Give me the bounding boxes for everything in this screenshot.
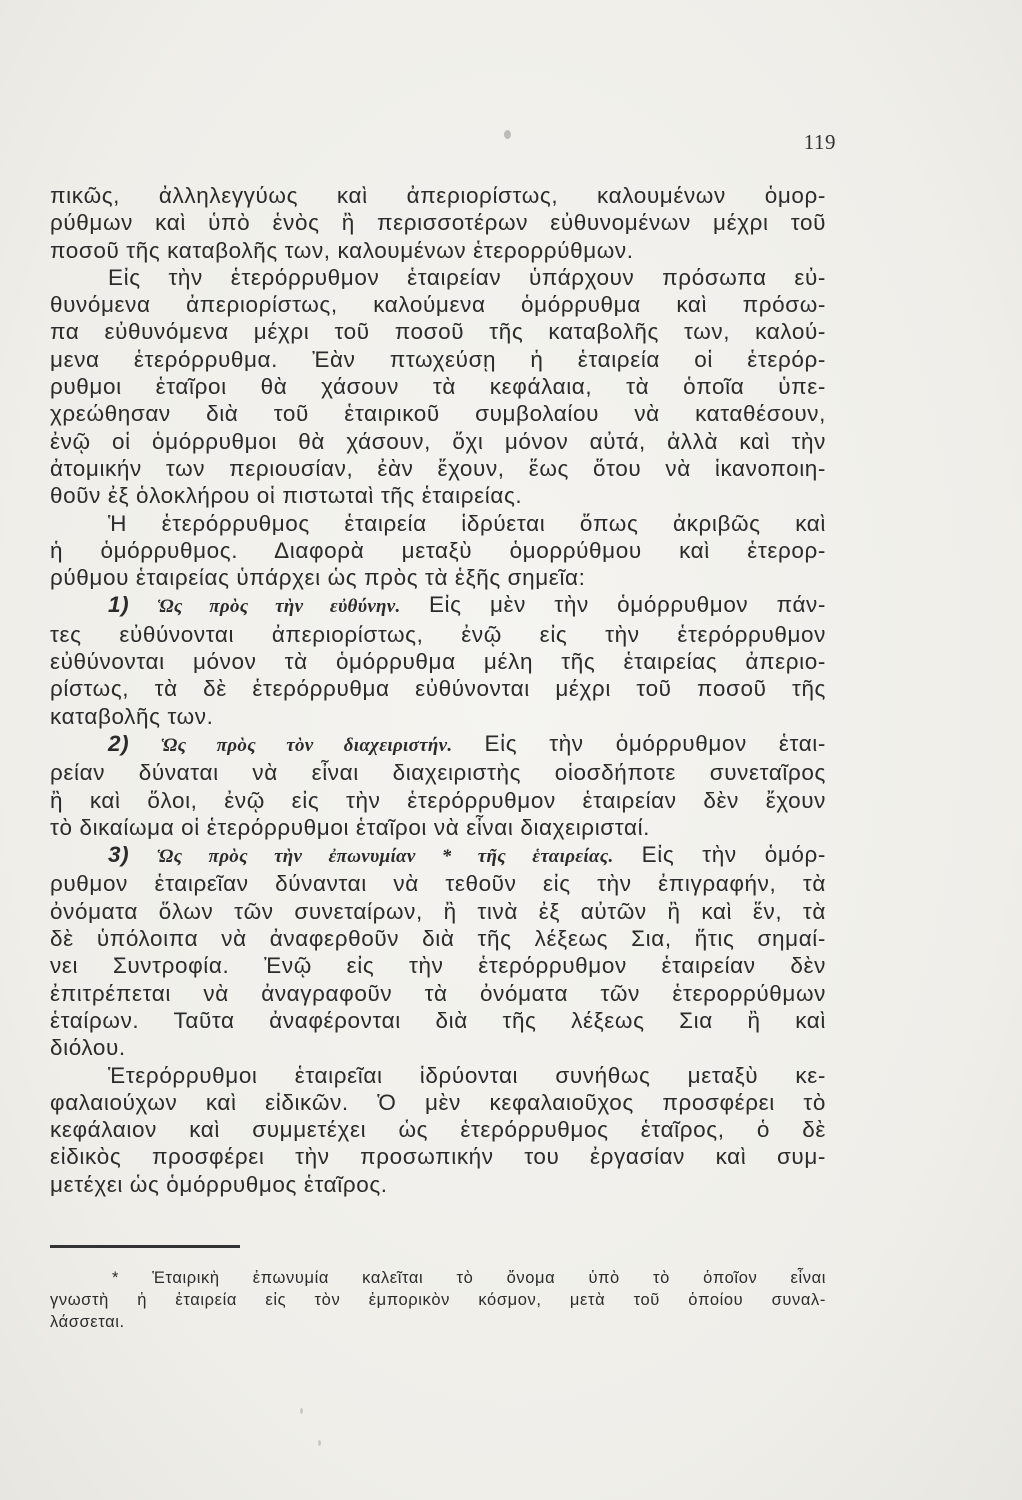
section-heading: Ὡς πρὸς τὴν εὐθύνην. xyxy=(157,596,401,618)
text-line xyxy=(50,455,826,482)
text-line xyxy=(50,482,826,509)
line-text: νει Συντροφία. Ἐνῷ εἰς τὴν ἑτερόρρυθμον ἑταιρείαν δὲν xyxy=(50,953,826,979)
text-line xyxy=(50,591,826,620)
section-number: 3) xyxy=(108,842,130,868)
line-text: ρυθμον ἑταιρεῖαν δύνανται νὰ τεθοῦν εἰς τὴν ἐπιγραφήν, τὰ xyxy=(50,871,826,897)
text-line xyxy=(50,209,826,236)
line-text: εὐθύνονται μόνον τὰ ὁμόρρυθμα μέλη τῆς ἑταιρείας ἀπεριο- xyxy=(50,649,826,675)
line-text: Ἡ ἑτερόρρυθμος ἑταιρεία ἱδρύεται ὅπως ἀκριβῶς καὶ xyxy=(108,510,826,536)
line-text: λάσσεται. xyxy=(50,1313,125,1331)
line-text: μετέχει ὡς ὁμόρρυθμος ἑταῖρος. xyxy=(50,1171,388,1197)
text-line xyxy=(50,870,826,897)
text-line xyxy=(50,564,826,591)
line-text: ἐπιτρέπεται νὰ ἀναγραφοῦν τὰ ὀνόματα τῶν ἑτερορρύθμων xyxy=(50,980,826,1006)
text-line xyxy=(50,980,826,1007)
line-text: ὀνόματα ὅλων τῶν συνεταίρων, ἢ τινὰ ἐξ αὐτῶν ἢ καὶ ἕν, τὰ xyxy=(50,898,826,924)
text-line xyxy=(50,428,826,455)
text-line xyxy=(50,1143,826,1170)
section-heading: Ὡς πρὸς τὸν διαχειριστήν. xyxy=(161,734,453,756)
text-line xyxy=(50,621,826,648)
line-text: τὸ δικαίωμα οἱ ἑτερόρρυθμοι ἑταῖροι νὰ εἶναι διαχειρισταί. xyxy=(50,814,651,840)
footnote-line xyxy=(50,1267,826,1289)
text-line xyxy=(50,675,826,702)
text-line xyxy=(50,898,826,925)
line-text: ἡ ὁμόρρυθμος. Διαφορὰ μεταξὺ ὁμορρύθμου καὶ ἑτερορ- xyxy=(50,537,826,563)
section-number: 2) xyxy=(108,730,130,756)
text-line xyxy=(50,510,826,537)
text-line xyxy=(50,346,826,373)
line-text: γνωστὴ ἡ ἑταιρεία εἰς τὸν ἐμπορικὸν κόσμον, μετὰ τοῦ ὁποίου συναλ- xyxy=(50,1291,826,1309)
line-text: ρείαν δύναται νὰ εἶναι διαχειριστὴς οἱοσδήποτε συνεταῖρος xyxy=(50,760,826,786)
line-text: Εἰς τὴν ὁμόρ- xyxy=(641,842,827,868)
text-line xyxy=(50,648,826,675)
line-text: * Ἑταιρικὴ ἐπωνυμία καλεῖται τὸ ὄνομα ὑπὸ τὸ ὁποῖον εἶναι xyxy=(112,1269,826,1287)
text-line xyxy=(50,703,826,730)
line-text: τες εὐθύνονται ἀπεριορίστως, ἐνῷ εἰς τὴν ἑτερόρρυθμον xyxy=(50,621,826,647)
line-text: διόλου. xyxy=(50,1035,126,1061)
text-line xyxy=(50,1062,826,1089)
line-text: Εἰς τὴν ὁμόρρυθμον ἑται- xyxy=(484,730,827,756)
ink-dot xyxy=(504,130,511,139)
text-line xyxy=(50,291,826,318)
paper-speck xyxy=(318,1440,321,1446)
line-text: ποσοῦ τῆς καταβολῆς των, καλουμένων ἑτερορρύθμων. xyxy=(50,237,634,263)
text-line xyxy=(50,182,826,209)
line-text: φαλαιούχων καὶ εἰδικῶν. Ὁ μὲν κεφαλαιοῦχος προσφέρει τὸ xyxy=(50,1089,826,1115)
text-line xyxy=(50,787,826,814)
line-text: ρύθμων καὶ ὑπὸ ἑνὸς ἢ περισσοτέρων εὐθυνομένων μέχρι τοῦ xyxy=(50,210,826,236)
line-text: μενα ἑτερόρρυθμα. Ἐὰν πτωχεύσῃ ἡ ἑταιρεία οἱ ἑτερόρ- xyxy=(50,346,826,372)
text-line xyxy=(50,1034,826,1061)
text-line xyxy=(50,400,826,427)
text-line xyxy=(50,373,826,400)
text-line xyxy=(50,1116,826,1143)
text-line xyxy=(50,1007,826,1034)
line-text: Ἑτερόρρυθμοι ἑταιρεῖαι ἱδρύονται συνήθως μεταξὺ κε- xyxy=(108,1062,826,1088)
text-line xyxy=(50,1171,826,1198)
footnote-line xyxy=(50,1311,826,1333)
text-line xyxy=(50,730,826,759)
section-number: 1) xyxy=(108,592,130,618)
line-text: πα εὐθυνόμενα μέχρι τοῦ ποσοῦ τῆς καταβολῆς των, καλού- xyxy=(50,319,826,345)
page-number: 119 xyxy=(803,130,836,154)
footnote-line xyxy=(50,1289,826,1311)
line-text: καταβολῆς των. xyxy=(50,703,214,729)
text-line xyxy=(50,1089,826,1116)
text-line xyxy=(50,264,826,291)
body-text xyxy=(50,182,826,1198)
line-text: ἀτομικήν των περιουσίαν, ἐὰν ἔχουν, ἕως ὅτου νὰ ἱκανοποιη- xyxy=(50,455,826,481)
line-text: ρίστως, τὰ δὲ ἑτερόρρυθμα εὐθύνονται μέχρι τοῦ ποσοῦ τῆς xyxy=(50,676,826,702)
text-line xyxy=(50,237,826,264)
line-text: Εἰς τὴν ἑτερόρρυθμον ἑταιρείαν ὑπάρχουν πρόσωπα εὐ- xyxy=(108,264,826,290)
line-text: Εἰς μὲν τὴν ὁμόρρυθμον πάν- xyxy=(428,592,826,618)
section-heading: Ὡς πρὸς τὴν ἐπωνυμίαν * τῆς ἑταιρείας. xyxy=(157,846,614,868)
text-line xyxy=(50,814,826,841)
text-line xyxy=(50,925,826,952)
line-text: θυνόμενα ἀπεριορίστως, καλούμενα ὁμόρρυθμα καὶ πρόσω- xyxy=(50,292,826,318)
line-text: πικῶς, ἀλληλεγγύως καὶ ἀπεριορίστως, καλουμένων ὁμορ- xyxy=(50,183,826,208)
paper-speck xyxy=(300,1408,303,1414)
text-line xyxy=(50,759,826,786)
line-text: εἰδικὸς προσφέρει τὴν προσωπικήν του ἐργασίαν καὶ συμ- xyxy=(50,1144,826,1170)
footnote xyxy=(50,1267,826,1333)
line-text: ρύθμου ἑταιρείας ὑπάρχει ὡς πρὸς τὰ ἑξῆς σημεῖα: xyxy=(50,565,586,591)
line-text: ρυθμοι ἑταῖροι θὰ χάσουν τὰ κεφάλαια, τὰ ὁποῖα ὑπε- xyxy=(50,374,826,400)
line-text: ἢ καὶ ὅλοι, ἐνῷ εἰς τὴν ἑτερόρρυθμον ἑταιρείαν δὲν ἔχουν xyxy=(50,787,826,813)
line-text: χρεώθησαν διὰ τοῦ ἑταιρικοῦ συμβολαίου νὰ καταθέσουν, xyxy=(50,401,826,427)
text-line xyxy=(50,318,826,345)
text-line xyxy=(50,537,826,564)
text-line xyxy=(50,952,826,979)
line-text: ἑταίρων. Ταῦτα ἀναφέρονται διὰ τῆς λέξεως Σια ἢ καὶ xyxy=(50,1007,826,1033)
line-text: κεφάλαιον καὶ συμμετέχει ὡς ἑτερόρρυθμος ἑταῖρος, ὁ δὲ xyxy=(50,1117,826,1143)
line-text: θοῦν ἐξ ὁλοκλήρου οἱ πιστωταὶ τῆς ἑταιρείας. xyxy=(50,483,523,509)
footnote-separator xyxy=(50,1245,240,1248)
text-line xyxy=(50,841,826,870)
line-text: δὲ ὑπόλοιπα νὰ ἀναφερθοῦν διὰ τῆς λέξεως Σια, ἥτις σημαί- xyxy=(50,926,826,952)
line-text: ἐνῷ οἱ ὁμόρρυθμοι θὰ χάσουν, ὄχι μόνον αὐτά, ἀλλὰ καὶ τὴν xyxy=(50,428,826,454)
